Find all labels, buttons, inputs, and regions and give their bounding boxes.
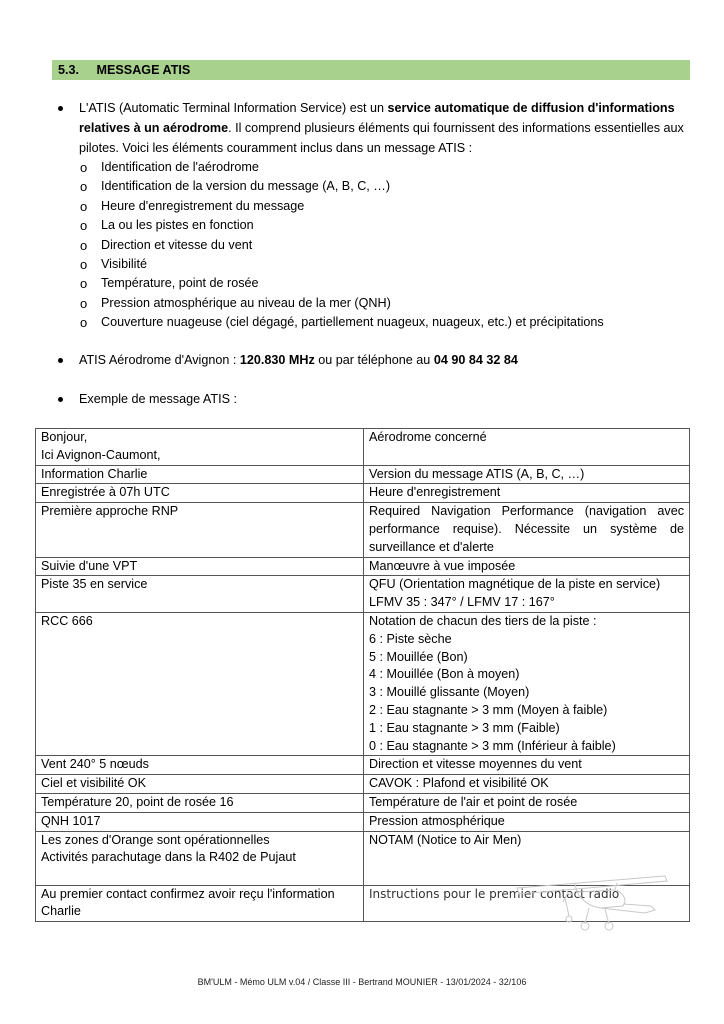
- avignon-bullet: [58, 350, 694, 370]
- table-cell-message: Température 20, point de rosée 16: [36, 793, 364, 812]
- table-row: [36, 484, 690, 503]
- intro-bullet: [58, 98, 694, 333]
- table-row: [36, 612, 690, 755]
- atis-frequency: 120.830 MHz: [239, 353, 315, 367]
- circle-bullet-icon: o: [80, 160, 88, 175]
- bullet-icon: [58, 358, 63, 363]
- table-cell-meaning: Température de l'air et point de rosée: [364, 793, 690, 812]
- table-cell-meaning: Instructions pour le premier contact radio: [364, 885, 690, 922]
- table-cell-message: Première approche RNP: [36, 503, 364, 557]
- table-cell-message: Bonjour, Ici Avignon-Caumont,: [36, 429, 364, 466]
- table-cell-meaning: Manœuvre à vue imposée: [364, 557, 690, 576]
- section-title: MESSAGE ATIS: [96, 63, 191, 77]
- list-item: o Identification de l'aérodrome: [58, 158, 694, 177]
- list-item: o Température, point de rosée: [58, 274, 694, 293]
- table-cell-message: Enregistrée à 07h UTC: [36, 484, 364, 503]
- ulm-aircraft-watermark-icon: [505, 858, 680, 933]
- intro-text-1: L'ATIS (Automatic Terminal Information Service) est un: [79, 101, 388, 115]
- list-item: o Heure d'enregistrement du message: [58, 197, 694, 216]
- table-row: [36, 576, 690, 613]
- circle-bullet-icon: o: [80, 295, 88, 311]
- list-item: o Visibilité: [58, 255, 694, 274]
- table-row: [36, 793, 690, 812]
- atis-elements-list: [58, 158, 694, 333]
- intro-paragraph: [58, 98, 694, 158]
- table-cell-message: Vent 240° 5 nœuds: [36, 756, 364, 775]
- table-row: [36, 775, 690, 794]
- table-cell-message: Au premier contact confirmez avoir reçu l'information Charlie: [36, 885, 364, 922]
- bullet-icon: [58, 106, 63, 111]
- circle-bullet-icon: o: [80, 179, 88, 195]
- table-row: [36, 465, 690, 484]
- circle-bullet-icon: o: [80, 276, 88, 292]
- table-cell-meaning: Direction et vitesse moyennes du vent: [364, 756, 690, 775]
- list-item: o Direction et vitesse du vent: [58, 236, 694, 255]
- table-cell-meaning: QFU (Orientation magnétique de la piste en service) LFMV 35 : 347° / LFMV 17 : 167°: [364, 576, 690, 613]
- page-footer: BM'ULM - Mémo ULM v.04 / Classe III - Bertrand MOUNIER - 13/01/2024 - 32/106: [197, 977, 527, 987]
- table-row: [36, 557, 690, 576]
- list-item: o Identification de la version du message (A, B, C, …): [58, 177, 694, 196]
- circle-bullet-icon: o: [80, 257, 88, 273]
- list-item: o La ou les pistes en fonction: [58, 216, 694, 235]
- circle-bullet-icon: o: [80, 315, 88, 331]
- table-row: [36, 812, 690, 831]
- table-cell-meaning: Required Navigation Performance (navigation avec performance requise). Nécessite un système de surveillance et d'alerte: [364, 503, 690, 557]
- table-cell-meaning: CAVOK : Plafond et visibilité OK: [364, 775, 690, 794]
- table-cell-message: Information Charlie: [36, 465, 364, 484]
- table-row: [36, 756, 690, 775]
- section-number: 5.3.: [58, 63, 80, 77]
- avignon-line: ATIS Aérodrome d'Avignon : 120.830 MHz ou par téléphone au 04 90 84 32 84: [58, 350, 694, 370]
- table-row: [36, 429, 690, 466]
- table-cell-message: Piste 35 en service: [36, 576, 364, 613]
- bullet-icon: [58, 397, 63, 402]
- table-cell-meaning: Notation de chacun des tiers de la piste : 6 : Piste sèche 5 : Mouillée (Bon) 4 : Mouillée (Bon à moyen) 3 : Mouillé glissante (Moyen) 2 : Eau stagnante > 3 mm (Moyen à faible) 1 : Eau stagnante > 3 mm (Faible) 0 : Eau stagnante > 3 mm (Inférieur à faible): [364, 612, 690, 755]
- table-cell-message: RCC 666: [36, 612, 364, 755]
- table-cell-message: QNH 1017: [36, 812, 364, 831]
- table-cell-message: Suivie d'une VPT: [36, 557, 364, 576]
- table-cell-meaning: Heure d'enregistrement: [364, 484, 690, 503]
- table-cell-meaning: Version du message ATIS (A, B, C, …): [364, 465, 690, 484]
- table-row: [36, 503, 690, 557]
- table-cell-meaning: Pression atmosphérique: [364, 812, 690, 831]
- atis-phone: 04 90 84 32 84: [433, 353, 518, 367]
- example-label: Exemple de message ATIS :: [58, 389, 694, 409]
- section-header: [52, 60, 690, 80]
- circle-bullet-icon: o: [80, 218, 88, 234]
- table-cell-meaning: Aérodrome concerné: [364, 429, 690, 466]
- table-cell-message: Les zones d'Orange sont opérationnelles Activités parachutage dans la R402 de Pujaut: [36, 831, 364, 885]
- circle-bullet-icon: o: [80, 198, 88, 214]
- circle-bullet-icon: o: [80, 237, 88, 253]
- atis-example-table: [35, 428, 690, 922]
- table-cell-message: Ciel et visibilité OK: [36, 775, 364, 794]
- example-bullet: [58, 389, 694, 409]
- intro-text-bold: service automatique de diffusion d'informations relatives à un aérodrome: [79, 101, 675, 135]
- list-item: o Couverture nuageuse (ciel dégagé, partiellement nuageux, nuageux, etc.) et précipitations: [58, 313, 694, 332]
- list-item: o Pression atmosphérique au niveau de la mer (QNH): [58, 294, 694, 313]
- table-cell-meaning: NOTAM (Notice to Air Men): [364, 831, 690, 885]
- intro-text-2: . Il comprend plusieurs éléments qui fournissent des informations essentielles aux pilotes. Voici les éléments couramment inclus dans un message ATIS :: [79, 121, 684, 155]
